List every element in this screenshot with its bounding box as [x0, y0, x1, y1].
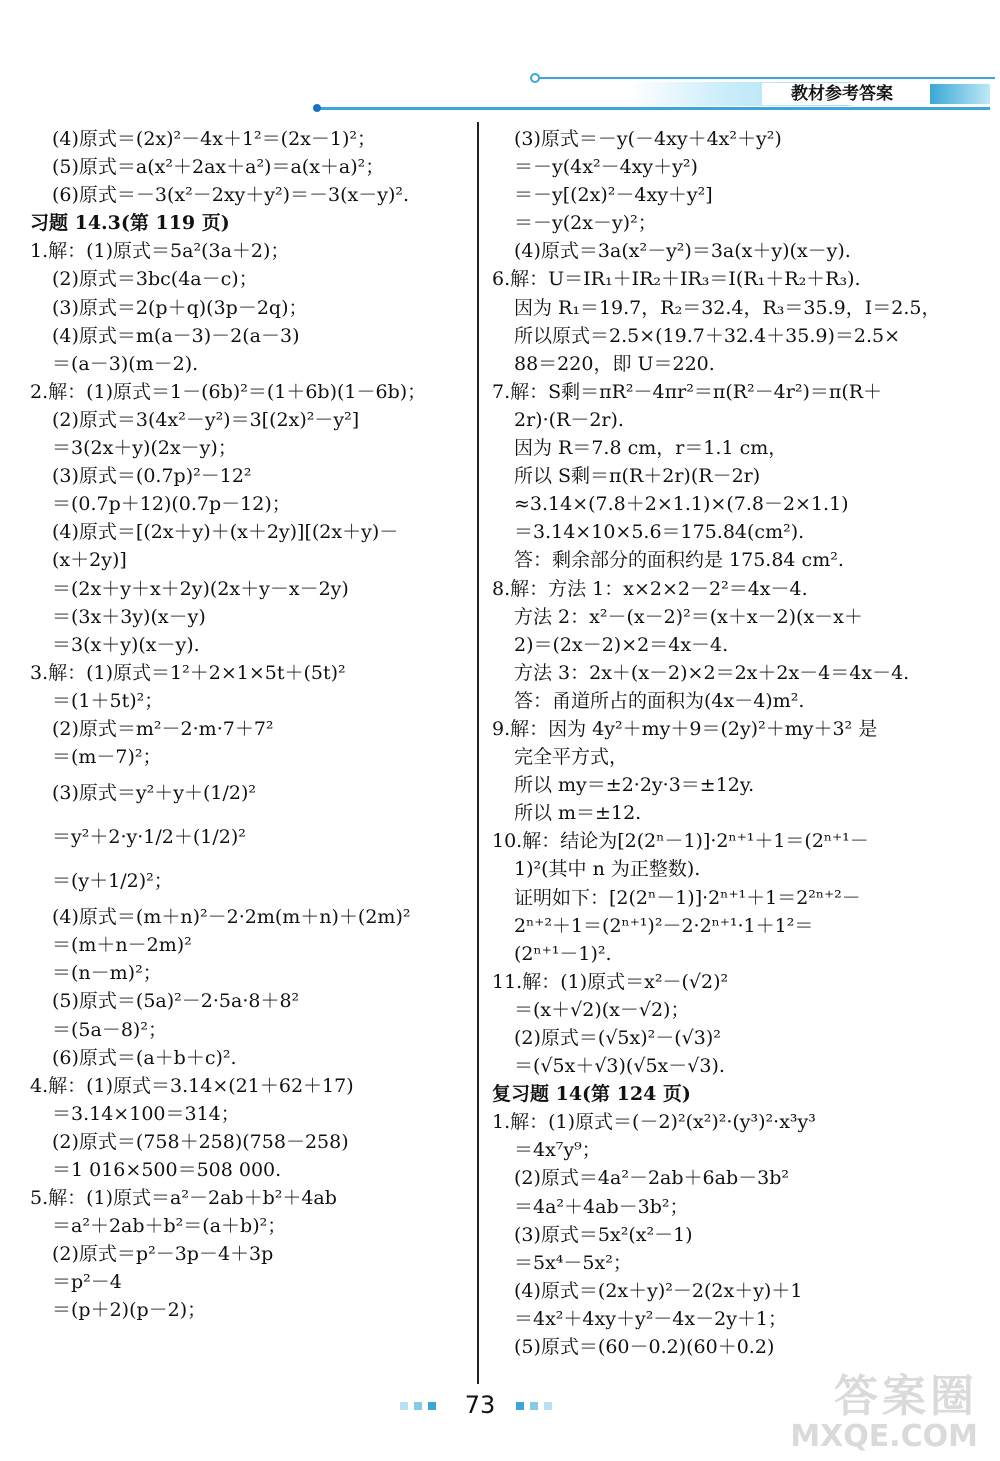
section-heading: 习题 14.3(第 119 页) [30, 212, 230, 235]
footer-square [516, 1402, 524, 1410]
answer-line: (2)原式＝(√5x)²－(√3)² [514, 1027, 721, 1049]
page-number: 73 [464, 1391, 496, 1419]
answer-line: ＝(0.7p＋12)(0.7p－12)； [52, 493, 291, 516]
answer-line: (4)原式＝[(2x＋y)＋(x＋2y)][(2x＋y)－ [52, 521, 399, 544]
answer-line: ＝3(2x＋y)(2x－y)； [52, 437, 237, 460]
answer-line: 2r)·(R－2r). [514, 408, 624, 431]
answer-line: 7.解：S剩＝πR²－4πr²＝π(R²－4r²)＝π(R＋ [492, 380, 883, 403]
answer-line: ＝(2x＋y＋x＋2y)(2x＋y－x－2y) [52, 577, 349, 600]
answer-line: (2)原式＝3bc(4a－c)； [52, 268, 258, 291]
answer-line: (3)原式＝(0.7p)²－12² [52, 465, 252, 488]
answer-line: ＝(m－7)²； [52, 746, 162, 769]
answer-line: ＝－y(4x²－4xy＋y²) [514, 156, 698, 179]
header-title: 教材参考答案 [762, 83, 922, 105]
answer-line: 答：甬道所占的面积为(4x－4)m². [514, 689, 805, 712]
header-dot-marker [313, 104, 321, 112]
answer-line: 2.解：(1)原式＝1－(6b)²＝(1＋6b)(1－6b)； [30, 380, 427, 403]
answer-line: ＝y²＋2·y·1/2＋(1/2)² [52, 826, 246, 849]
footer-square [530, 1402, 538, 1410]
answer-line: 1)²(其中 n 为正整数). [514, 858, 701, 881]
answer-line: ＝(1＋5t)²； [52, 689, 164, 712]
answer-line: ＝3(x＋y)(x－y). [52, 633, 200, 656]
answer-line: 因为 R＝7.8 cm，r＝1.1 cm， [514, 437, 788, 460]
answer-line: 方法 2：x²－(x－2)²＝(x＋x－2)(x－x＋ [514, 605, 863, 628]
answer-line: (6)原式＝(a＋b＋c)². [52, 1046, 237, 1069]
answer-line: ＝(3x＋3y)(x－y) [52, 605, 206, 628]
answer-line: 方法 3：2x＋(x－2)×2＝2x＋2x－4＝4x－4. [514, 661, 910, 684]
answer-line: ＝(a－3)(m－2). [52, 352, 199, 375]
answer-line: 4.解：(1)原式＝3.14×(21＋62＋17) [30, 1074, 354, 1097]
answer-line: (6)原式＝－3(x²－2xy＋y²)＝－3(x－y)². [52, 184, 410, 207]
answer-line: (4)原式＝m(a－3)－2(a－3) [52, 324, 300, 347]
answer-line: 3.解：(1)原式＝1²＋2×1×5t＋(5t)² [30, 661, 346, 684]
footer-square [414, 1402, 422, 1410]
answer-line: ≈3.14×(7.8＋2×1.1)×(7.8－2×1.1) [514, 493, 849, 516]
header-circle-marker [530, 73, 540, 83]
footer-square [400, 1402, 408, 1410]
answer-line: ＝－y[(2x)²－4xy＋y²] [514, 184, 713, 207]
answer-line: 88＝220，即 U＝220. [514, 352, 715, 375]
answer-line: (2)原式＝3(4x²－y²)＝3[(2x)²－y²] [52, 408, 360, 431]
section-heading: 复习题 14(第 124 页) [492, 1083, 691, 1106]
answer-line: ＝(n－m)²； [52, 962, 162, 985]
answer-line: 6.解：U＝IR₁＋IR₂＋IR₃＝I(R₁＋R₂＋R₃). [492, 268, 861, 291]
answer-line: (2)原式＝p²－3p－4＋3p [52, 1243, 274, 1266]
answer-line: (3)原式＝y²＋y＋(1/2)² [52, 782, 257, 805]
answer-line: 8.解：方法 1：x×2×2－2²＝4x－4. [492, 577, 808, 600]
answer-line: (2)原式＝4a²－2ab＋6ab－3b² [514, 1167, 789, 1190]
answer-line: (4)原式＝(2x＋y)²－2(2x＋y)＋1 [514, 1279, 803, 1302]
answer-line: 完全平方式， [514, 746, 629, 769]
answer-line: 1.解：(1)原式＝5a²(3a＋2)； [30, 240, 290, 263]
answer-line: ＝(5a－8)²； [52, 1018, 167, 1041]
watermark-logo-text: 答案圈 [834, 1371, 978, 1422]
answer-line: 因为 R₁＝19.7，R₂＝32.4，R₃＝35.9，I＝2.5， [514, 296, 941, 319]
answer-line: 证明如下：[2(2ⁿ－1)]·2ⁿ⁺¹＋1＝2²ⁿ⁺²－ [514, 886, 861, 909]
answer-line: 答：剩余部分的面积约是 175.84 cm². [514, 549, 844, 572]
answer-line: ＝－y(2x－y)²； [514, 212, 657, 235]
answer-line: (x＋2y)] [52, 549, 127, 572]
answer-line: ＝(x＋√2)(x－√2)； [514, 998, 690, 1021]
page-footer [390, 1388, 570, 1422]
watermark-url: MXQE.COM [790, 1419, 978, 1454]
answer-line: (3)原式＝2(p＋q)(3p－2q)； [52, 296, 308, 319]
column-divider [477, 122, 479, 1384]
answer-line: ＝3.14×10×5.6＝175.84(cm²). [514, 521, 805, 544]
answer-line: (5)原式＝(60－0.2)(60＋0.2) [514, 1336, 775, 1359]
answer-line: (4)原式＝(2x)²－4x＋1²＝(2x－1)²； [52, 128, 377, 150]
answer-line: ＝(m＋n－2m)² [52, 934, 192, 957]
header-end-block [930, 84, 990, 104]
left-column [30, 125, 470, 1325]
answer-line: (2ⁿ⁺¹－1)². [514, 942, 612, 965]
answer-line: 所以 S剩＝π(R＋2r)(R－2r) [514, 465, 761, 488]
footer-square [544, 1402, 552, 1410]
answer-line: ＝(y＋1/2)²； [52, 870, 173, 893]
answer-line: 2)＝(2x－2)×2＝4x－4. [514, 633, 729, 656]
answer-line: (3)原式＝5x²(x²－1) [514, 1223, 693, 1246]
right-column [492, 125, 977, 1361]
answer-line: ＝1 016×500＝508 000. [52, 1159, 282, 1181]
answer-line: ＝(√5x＋√3)(√5x－√3). [514, 1055, 725, 1078]
answer-line: 10.解：结论为[2(2ⁿ－1)]·2ⁿ⁺¹＋1＝(2ⁿ⁺¹－ [492, 830, 869, 853]
answer-line: ＝a²＋2ab＋b²＝(a＋b)²； [52, 1215, 287, 1238]
answer-line: 9.解：因为 4y²＋my＋9＝(2y)²＋my＋3² 是 [492, 717, 878, 740]
answer-line: (5)原式＝a(x²＋2ax＋a²)＝a(x＋a)²； [52, 156, 385, 179]
answer-line: 1.解：(1)原式＝(－2)²(x²)²·(y³)²·x³y³ [492, 1111, 816, 1134]
answer-line: ＝5x⁴－5x²； [514, 1251, 632, 1274]
answer-line: ＝(p＋2)(p－2)； [52, 1299, 207, 1322]
footer-square [428, 1402, 436, 1410]
answer-line: (2)原式＝(758＋258)(758－258) [52, 1130, 349, 1153]
answer-line: 2ⁿ⁺²＋1＝(2ⁿ⁺¹)²－2·2ⁿ⁺¹·1＋1²＝ [514, 914, 814, 937]
answer-line: ＝4a²＋4ab－3b²； [514, 1195, 689, 1218]
answer-line: (2)原式＝m²－2·m·7＋7² [52, 717, 274, 740]
page-header [0, 0, 1000, 120]
answer-line: ＝3.14×100＝314； [52, 1102, 240, 1125]
header-top-rule [535, 77, 995, 79]
answer-line: (4)原式＝3a(x²－y²)＝3a(x＋y)(x－y). [514, 240, 851, 263]
answer-line: 所以 m＝±12. [514, 802, 642, 825]
answer-line: 5.解：(1)原式＝a²－2ab＋b²＋4ab [30, 1187, 337, 1210]
answer-line: (5)原式＝(5a)²－2·5a·8＋8² [52, 990, 300, 1013]
answer-line: 所以原式＝2.5×(19.7＋32.4＋35.9)＝2.5× [514, 324, 901, 347]
answer-line: ＝4x²＋4xy＋y²－4x－2y＋1； [514, 1307, 788, 1330]
answer-line: 所以 my＝±2·2y·3＝±12y. [514, 774, 755, 797]
watermark [790, 1373, 978, 1453]
header-bottom-rule [320, 107, 990, 110]
answer-line: 11.解：(1)原式＝x²－(√2)² [492, 970, 729, 993]
answer-line: (3)原式＝－y(－4xy＋4x²＋y²) [514, 128, 782, 150]
answer-line: (4)原式＝(m＋n)²－2·2m(m＋n)＋(2m)² [52, 906, 411, 929]
answer-line: ＝p²－4 [52, 1271, 122, 1294]
answer-line: ＝4x⁷y⁹； [514, 1139, 601, 1162]
